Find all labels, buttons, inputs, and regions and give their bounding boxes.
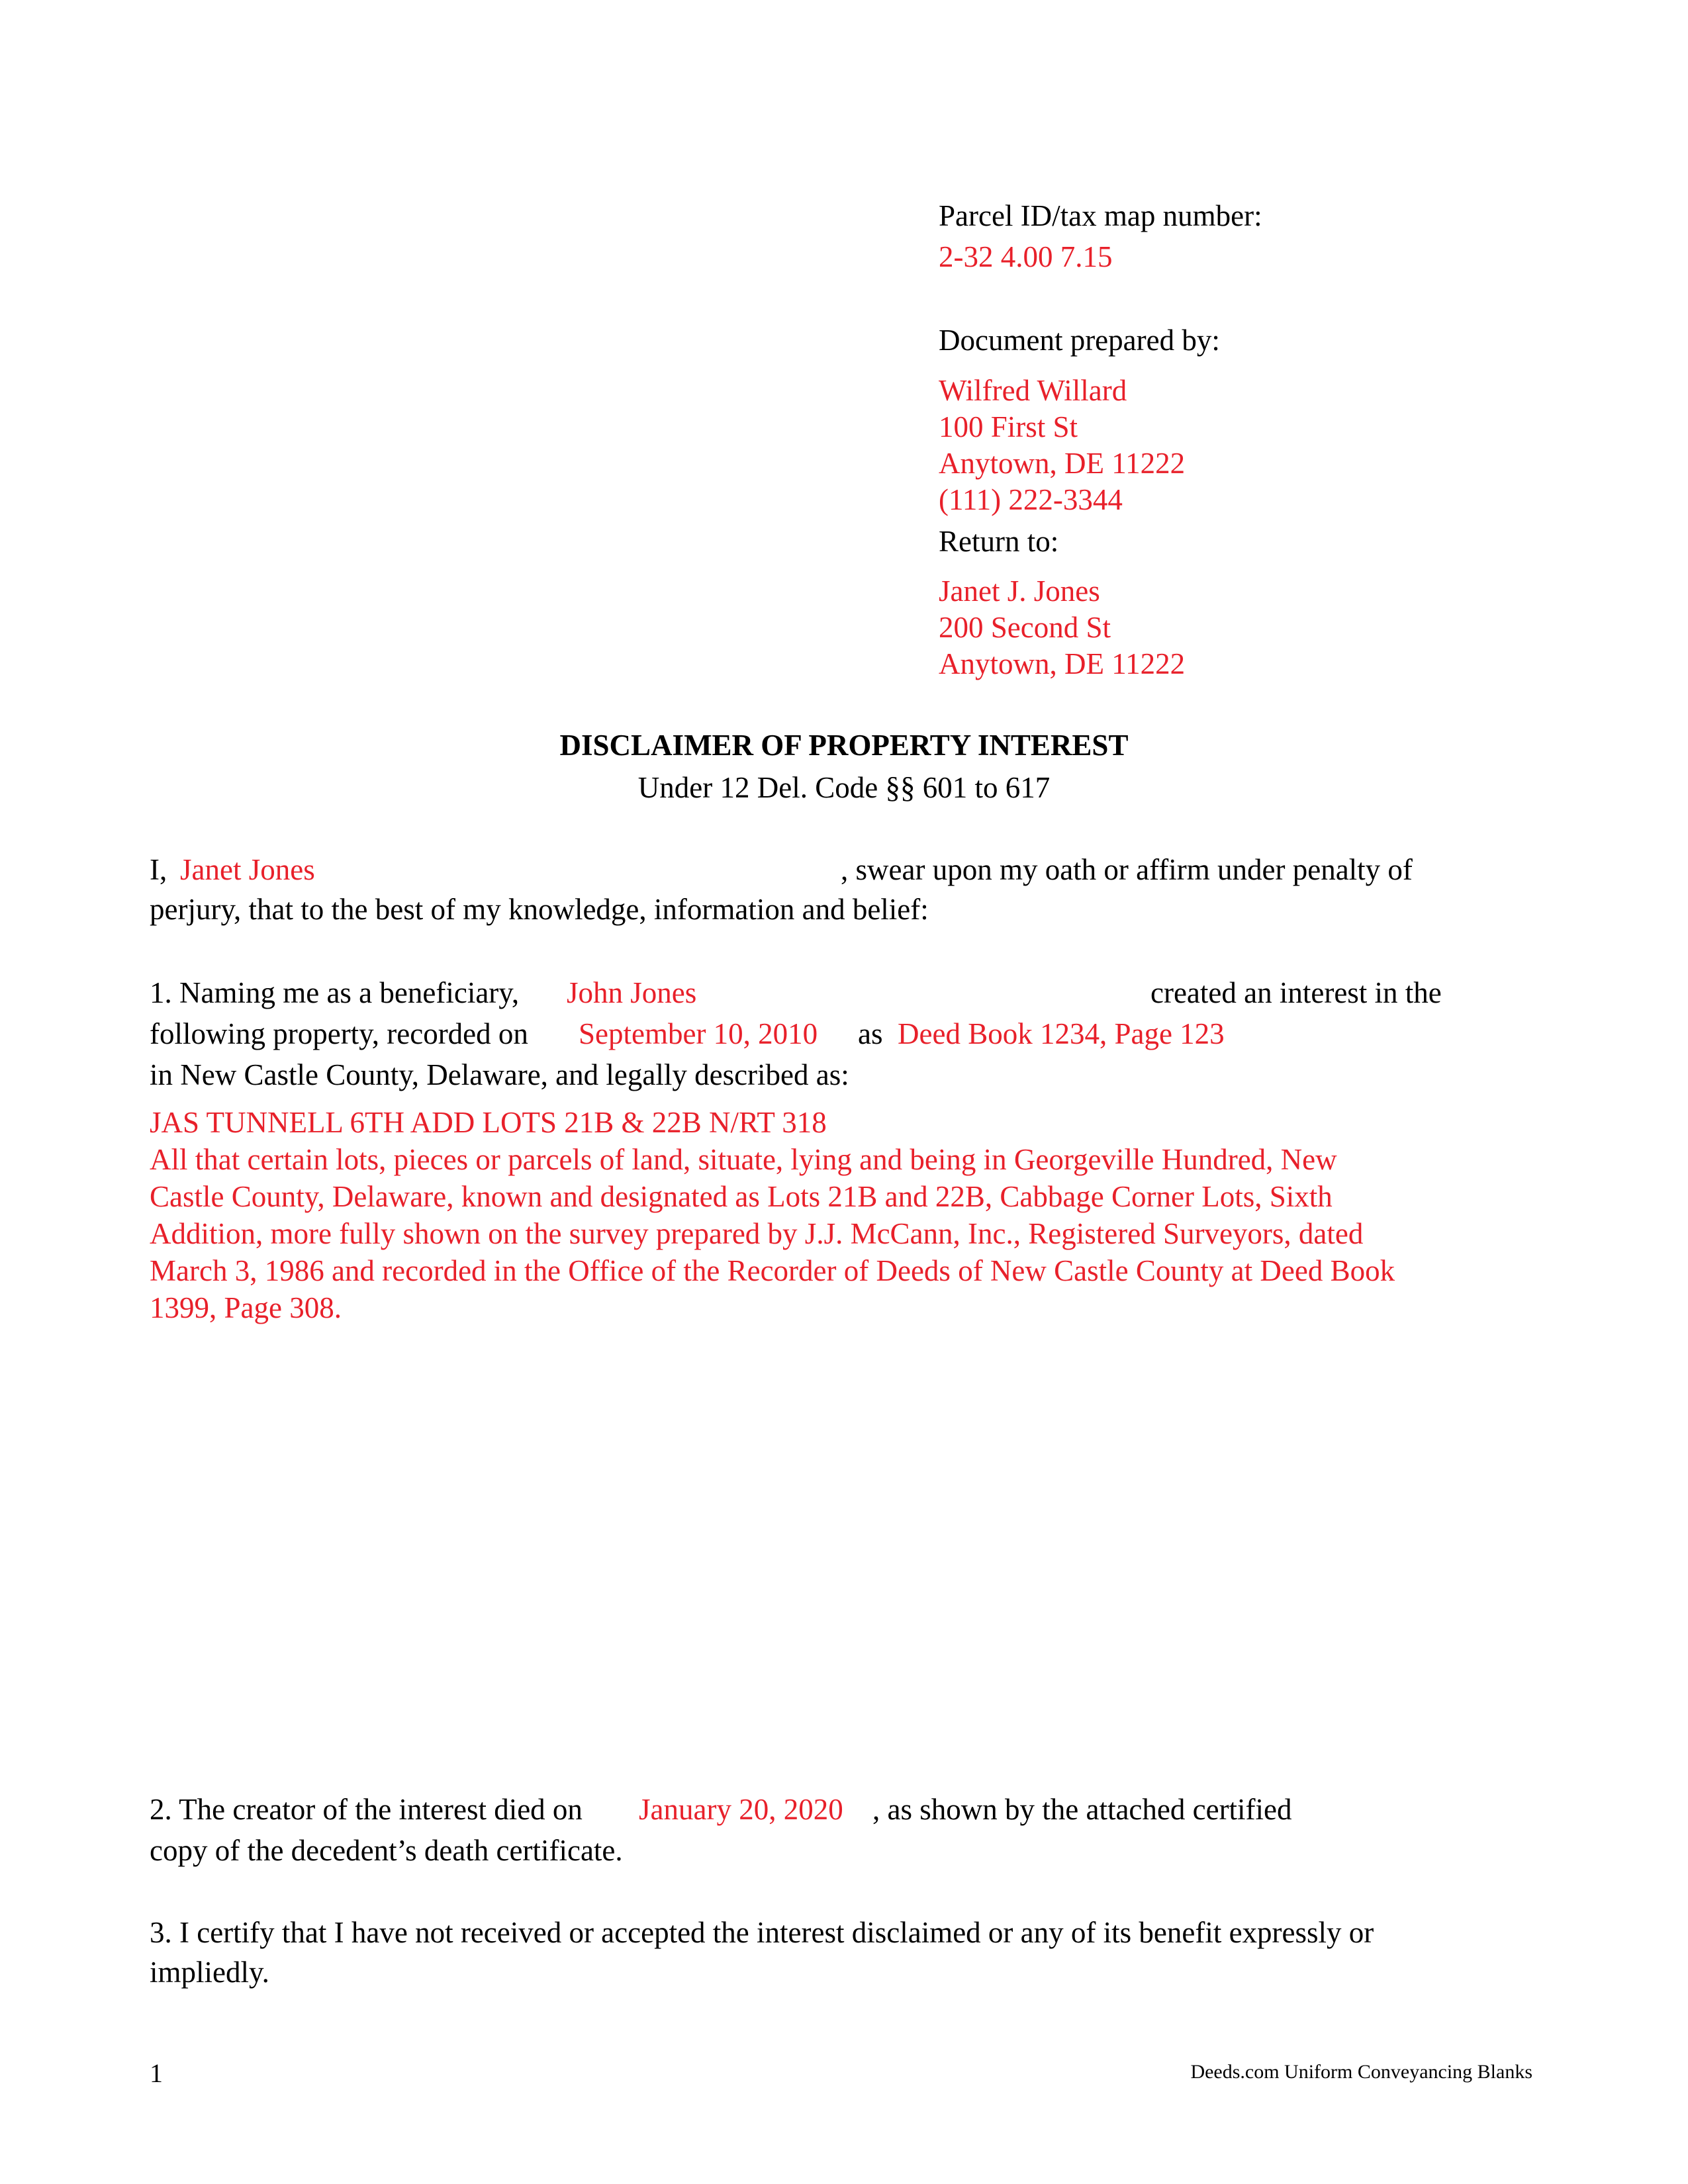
- item2-suffix: , as shown by the attached certified: [872, 1793, 1292, 1826]
- intro-suffix: , swear upon my oath or affirm under penalty of: [841, 853, 1413, 886]
- parcel-value: 2-32 4.00 7.15: [939, 240, 1113, 273]
- intro-line2: perjury, that to the best of my knowledge, information and belief:: [150, 893, 929, 926]
- legal-description-line: March 3, 1986 and recorded in the Office of the Recorder of Deeds of New Castle County at Deed Book: [150, 1254, 1395, 1287]
- item1-as-word: as: [858, 1017, 883, 1050]
- document-title: DISCLAIMER OF PROPERTY INTEREST: [559, 729, 1129, 762]
- prepared-by-city: Anytown, DE 11222: [939, 447, 1186, 480]
- return-to-street: 200 Second St: [939, 611, 1111, 644]
- item2-line2: copy of the decedent’s death certificate.: [150, 1834, 623, 1867]
- item3-line2: impliedly.: [150, 1956, 269, 1989]
- return-to-label: Return to:: [939, 525, 1059, 558]
- legal-description-line: Addition, more fully shown on the survey prepared by J.J. McCann, Inc., Registered Surveyors, dated: [150, 1217, 1364, 1250]
- item1-recorded-date: September 10, 2010: [579, 1017, 818, 1050]
- document-subtitle: Under 12 Del. Code §§ 601 to 617: [637, 771, 1051, 804]
- legal-description-line: 1399, Page 308.: [150, 1291, 342, 1324]
- intro-name: Janet Jones: [180, 853, 315, 886]
- legal-description-line: Castle County, Delaware, known and designated as Lots 21B and 22B, Cabbage Corner Lots, Sixth: [150, 1180, 1333, 1213]
- prepared-by-phone: (111) 222-3344: [939, 483, 1123, 516]
- parcel-label: Parcel ID/tax map number:: [939, 199, 1262, 232]
- footer-brand: Deeds.com Uniform Conveyancing Blanks: [1190, 2061, 1532, 2083]
- page-number: 1: [150, 2058, 163, 2088]
- item1-line3: in New Castle County, Delaware, and legally described as:: [150, 1058, 849, 1091]
- return-to-city: Anytown, DE 11222: [939, 647, 1186, 680]
- item1-prefix: 1. Naming me as a beneficiary,: [150, 976, 520, 1009]
- prepared-by-label: Document prepared by:: [939, 324, 1220, 357]
- intro-prefix: I,: [150, 853, 167, 886]
- return-to-name: Janet J. Jones: [939, 574, 1100, 608]
- legal-description: [150, 1104, 1573, 1326]
- item3-line1: 3. I certify that I have not received or accepted the interest disclaimed or any of its benefit expressly or: [150, 1916, 1374, 1949]
- prepared-by-street: 100 First St: [939, 410, 1078, 443]
- item1-line2-prefix: following property, recorded on: [150, 1017, 528, 1050]
- item2-death-date: January 20, 2020: [639, 1793, 843, 1826]
- legal-description-line: JAS TUNNELL 6TH ADD LOTS 21B & 22B N/RT 318: [150, 1106, 827, 1139]
- legal-description-line: All that certain lots, pieces or parcels of land, situate, lying and being in Georgeville Hundred, New: [150, 1143, 1337, 1176]
- item1-creator: John Jones: [567, 976, 697, 1009]
- item2-prefix: 2. The creator of the interest died on: [150, 1793, 583, 1826]
- item1-suffix: created an interest in the: [1150, 976, 1442, 1009]
- item1-book-reference: Deed Book 1234, Page 123: [898, 1017, 1225, 1050]
- prepared-by-name: Wilfred Willard: [939, 374, 1127, 407]
